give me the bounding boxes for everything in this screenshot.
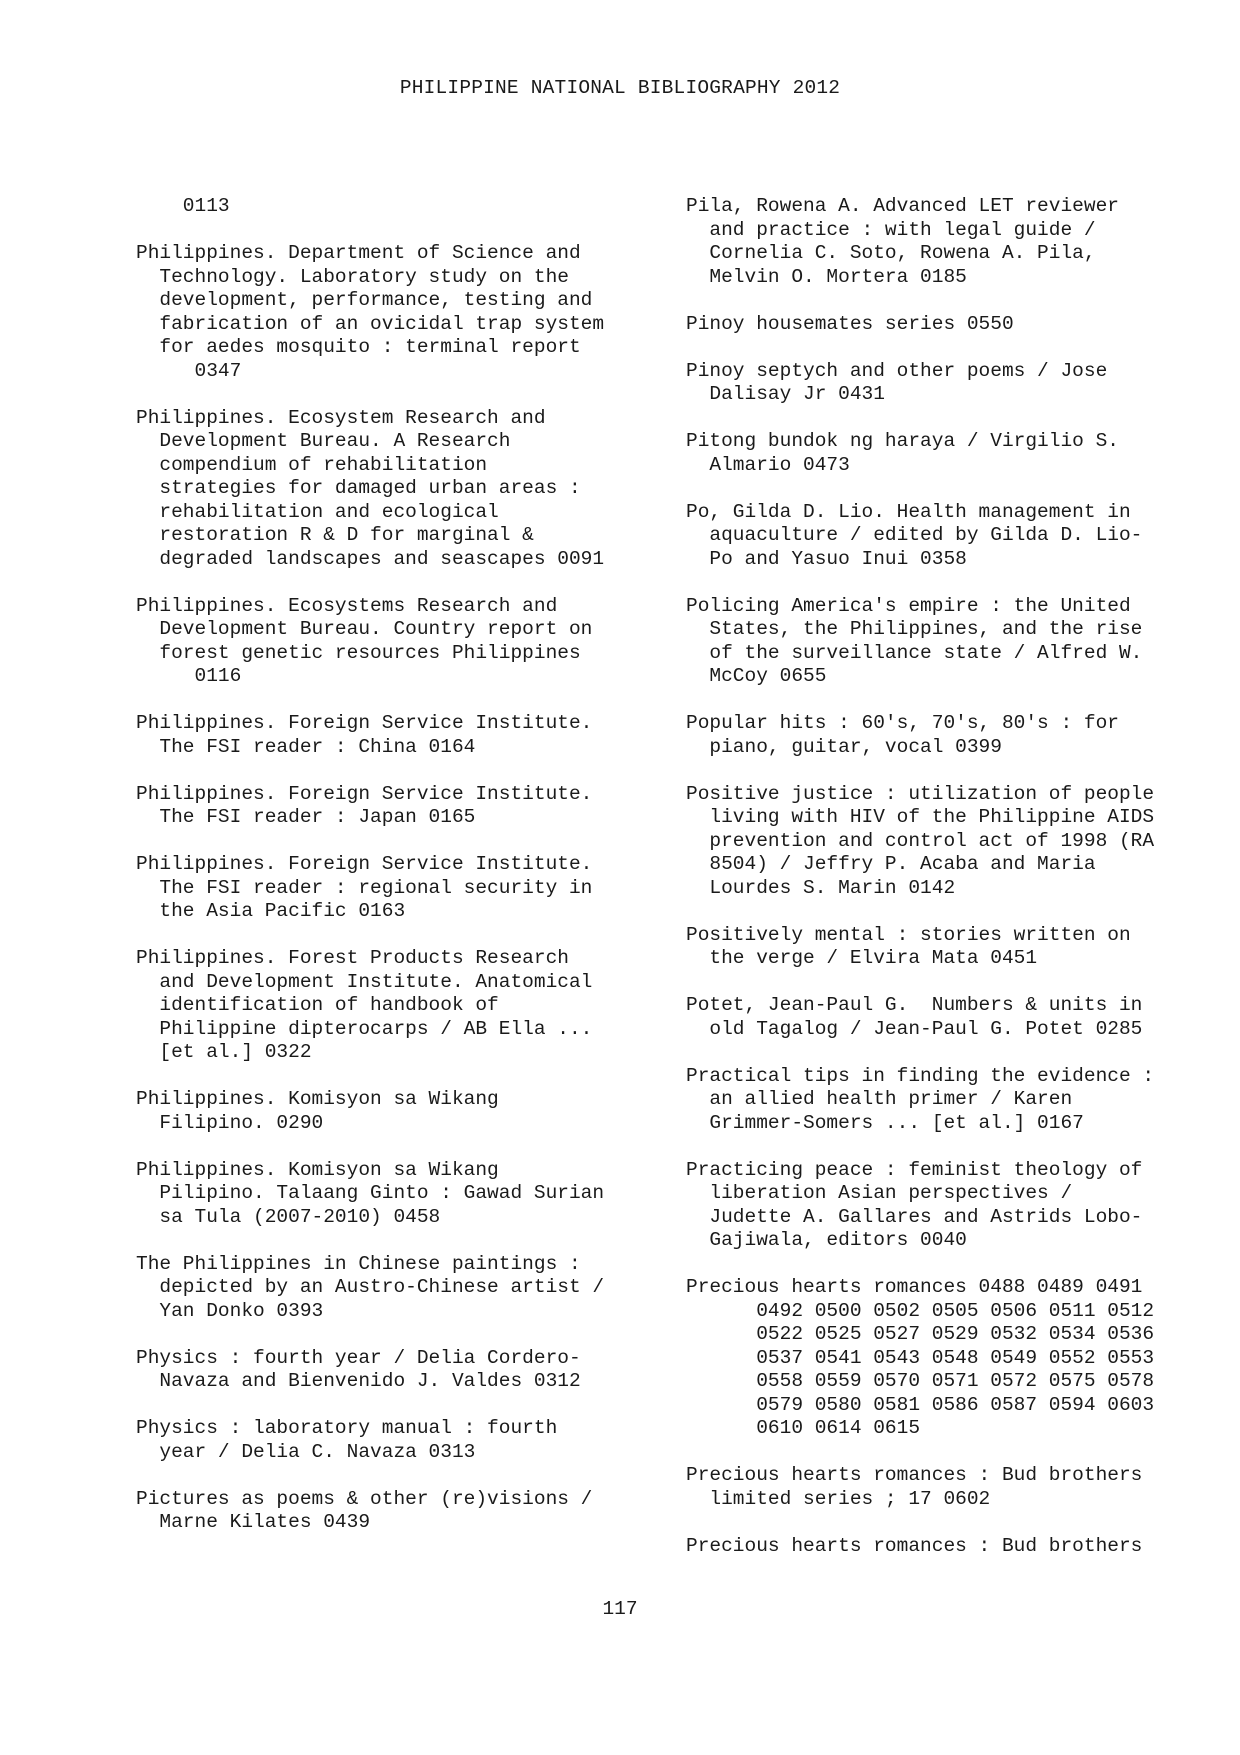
entry-line: The Philippines in Chinese paintings : — [136, 1252, 581, 1275]
entry-line: forest genetic resources Philippines — [136, 641, 581, 664]
entry-line: Lourdes S. Marin 0142 — [686, 876, 956, 899]
entry-line: Pictures as poems & other (re)visions / — [136, 1487, 593, 1510]
entry-line: Philippines. Komisyon sa Wikang — [136, 1088, 499, 1110]
entry-line: living with HIV of the Philippine AIDS — [686, 806, 1155, 828]
entry-line: Cornelia C. Soto, Rowena A. Pila, — [686, 242, 1096, 264]
bibliography-entry — [136, 947, 656, 1065]
entry-line: Philippines. Komisyon sa Wikang — [136, 1158, 499, 1181]
entry-line: Navaza and Bienvenido J. Valdes 0312 — [136, 1370, 581, 1392]
entry-line: Melvin O. Mortera 0185 — [686, 265, 967, 288]
entry-line: Judette A. Gallares and Astrids Lobo- — [686, 1205, 1143, 1228]
entry-line: 0113 — [136, 195, 230, 217]
entry-line: Grimmer-Somers ... [et al.] 0167 — [686, 1111, 1084, 1134]
entry-line: depicted by an Austro-Chinese artist / — [136, 1276, 605, 1298]
bibliography-entry — [686, 360, 1206, 407]
entry-line: liberation Asian perspectives / — [686, 1182, 1073, 1204]
entry-line: 0558 0559 0570 0571 0572 0575 0578 — [686, 1370, 1155, 1392]
entry-line: for aedes mosquito : terminal report — [136, 336, 581, 358]
entry-line: 0347 — [136, 359, 242, 382]
bibliography-entry — [686, 1159, 1206, 1253]
entry-line: restoration R & D for marginal & — [136, 524, 534, 546]
entry-line: Development Bureau. A Research — [136, 430, 511, 452]
bibliography-entry — [686, 313, 1206, 337]
entry-line: Filipino. 0290 — [136, 1111, 324, 1134]
entry-line: Potet, Jean-Paul G. Numbers & units in — [686, 994, 1143, 1016]
right-column — [686, 195, 1206, 1582]
bibliography-entry — [136, 1088, 656, 1135]
entry-line: Philippines. Foreign Service Institute. — [136, 782, 593, 805]
entry-line: Gajiwala, editors 0040 — [686, 1229, 967, 1251]
entry-line: rehabilitation and ecological — [136, 500, 499, 523]
bibliography-entry — [686, 1535, 1206, 1559]
entry-line: identification of handbook of — [136, 994, 499, 1016]
entry-line: Pinoy septych and other poems / Jose — [686, 359, 1108, 382]
entry-line: sa Tula (2007-2010) 0458 — [136, 1205, 441, 1228]
bibliography-entry — [686, 994, 1206, 1041]
entry-line: 0116 — [136, 665, 242, 687]
entry-line: States, the Philippines, and the rise — [686, 618, 1143, 640]
bibliography-entry — [136, 407, 656, 572]
entry-line: Po, Gilda D. Lio. Health management in — [686, 500, 1131, 523]
entry-line: Philippine dipterocarps / AB Ella ... — [136, 1017, 593, 1040]
entry-line: Precious hearts romances 0488 0489 0491 — [686, 1276, 1143, 1298]
entry-line: Positively mental : stories written on — [686, 923, 1131, 946]
entry-line: McCoy 0655 — [686, 665, 827, 687]
entry-line: 0537 0541 0543 0548 0549 0552 0553 — [686, 1346, 1155, 1369]
entry-line: 0579 0580 0581 0586 0587 0594 0603 — [686, 1393, 1155, 1416]
entry-line: Pila, Rowena A. Advanced LET reviewer — [686, 195, 1119, 217]
bibliography-entry — [136, 1159, 656, 1230]
entry-line: Philippines. Forest Products Research — [136, 947, 569, 969]
entry-line: Philippines. Foreign Service Institute. — [136, 712, 593, 734]
entry-line: Physics : laboratory manual : fourth — [136, 1417, 558, 1439]
entry-line: Philippines. Ecosystem Research and — [136, 406, 546, 429]
entry-line: Practicing peace : feminist theology of — [686, 1158, 1143, 1181]
bibliography-entry — [686, 1464, 1206, 1511]
bibliography-entry — [136, 1417, 656, 1464]
entry-line: Technology. Laboratory study on the — [136, 265, 569, 288]
bibliography-entry — [686, 501, 1206, 572]
entry-line: Pilipino. Talaang Ginto : Gawad Surian — [136, 1182, 605, 1204]
bibliography-entry — [136, 712, 656, 759]
entry-line: Precious hearts romances : Bud brothers — [686, 1534, 1143, 1557]
bibliography-entry — [686, 1065, 1206, 1136]
entry-line: strategies for damaged urban areas : — [136, 477, 581, 499]
entry-line: the Asia Pacific 0163 — [136, 900, 406, 922]
entry-line: fabrication of an ovicidal trap system — [136, 312, 605, 335]
entry-line: Pitong bundok ng haraya / Virgilio S. — [686, 430, 1119, 452]
bibliography-entry — [136, 1347, 656, 1394]
left-column — [136, 195, 656, 1558]
page-number: 117 — [602, 1598, 638, 1620]
entry-line: an allied health primer / Karen — [686, 1088, 1073, 1110]
entry-line: Popular hits : 60's, 70's, 80's : for — [686, 712, 1119, 734]
entry-line: Dalisay Jr 0431 — [686, 383, 885, 405]
entry-line: development, performance, testing and — [136, 289, 593, 311]
bibliography-entry — [686, 712, 1206, 759]
bibliography-entry — [686, 195, 1206, 289]
bibliography-entry — [136, 1253, 656, 1324]
bibliography-entry — [136, 783, 656, 830]
bibliography-entry — [686, 595, 1206, 689]
entry-line: Po and Yasuo Inui 0358 — [686, 547, 967, 570]
bibliography-entry — [136, 1488, 656, 1535]
bibliography-entry — [686, 1276, 1206, 1441]
bibliography-entry — [136, 853, 656, 924]
entry-line: aquaculture / edited by Gilda D. Lio- — [686, 524, 1143, 546]
page-title: PHILIPPINE NATIONAL BIBLIOGRAPHY 2012 — [399, 77, 841, 99]
entry-line: Marne Kilates 0439 — [136, 1511, 371, 1533]
entry-line: 0610 0614 0615 — [686, 1417, 921, 1439]
bibliography-entry — [136, 595, 656, 689]
entry-line: of the surveillance state / Alfred W. — [686, 641, 1143, 664]
bibliography-entry — [136, 195, 656, 219]
entry-line: compendium of rehabilitation — [136, 453, 488, 476]
entry-line: Philippines. Ecosystems Research and — [136, 594, 558, 617]
bibliography-entry — [686, 430, 1206, 477]
entry-line: Policing America's empire : the United — [686, 594, 1131, 617]
entry-line: 8504) / Jeffry P. Acaba and Maria — [686, 853, 1096, 875]
entry-line: limited series ; 17 0602 — [686, 1487, 991, 1510]
entry-line: The FSI reader : regional security in — [136, 876, 593, 899]
entry-line: old Tagalog / Jean-Paul G. Potet 0285 — [686, 1017, 1143, 1040]
entry-line: the verge / Elvira Mata 0451 — [686, 947, 1038, 969]
entry-line: year / Delia C. Navaza 0313 — [136, 1440, 476, 1463]
entry-line: Positive justice : utilization of people — [686, 782, 1155, 805]
entry-line: Pinoy housemates series 0550 — [686, 312, 1014, 335]
entry-line: [et al.] 0322 — [136, 1041, 312, 1063]
entry-line: degraded landscapes and seascapes 0091 — [136, 547, 605, 570]
entry-line: and practice : with legal guide / — [686, 218, 1096, 241]
entry-line: 0492 0500 0502 0505 0506 0511 0512 — [686, 1299, 1155, 1322]
entry-line: Yan Donko 0393 — [136, 1299, 324, 1322]
entry-line: Practical tips in finding the evidence : — [686, 1064, 1155, 1087]
entry-line: prevention and control act of 1998 (RA — [686, 829, 1155, 852]
bibliography-entry — [136, 242, 656, 383]
entry-line: and Development Institute. Anatomical — [136, 970, 593, 993]
entry-line: 0522 0525 0527 0529 0532 0534 0536 — [686, 1323, 1155, 1345]
entry-line: Development Bureau. Country report on — [136, 618, 593, 640]
entry-line: Philippines. Foreign Service Institute. — [136, 853, 593, 875]
bibliography-entry — [686, 783, 1206, 901]
entry-line: Philippines. Department of Science and — [136, 242, 581, 264]
entry-line: Almario 0473 — [686, 453, 850, 476]
entry-line: The FSI reader : Japan 0165 — [136, 806, 476, 828]
entry-line: piano, guitar, vocal 0399 — [686, 735, 1002, 758]
entry-line: Physics : fourth year / Delia Cordero- — [136, 1346, 581, 1369]
entry-line: The FSI reader : China 0164 — [136, 735, 476, 758]
bibliography-entry — [686, 924, 1206, 971]
entry-line: Precious hearts romances : Bud brothers — [686, 1464, 1143, 1486]
